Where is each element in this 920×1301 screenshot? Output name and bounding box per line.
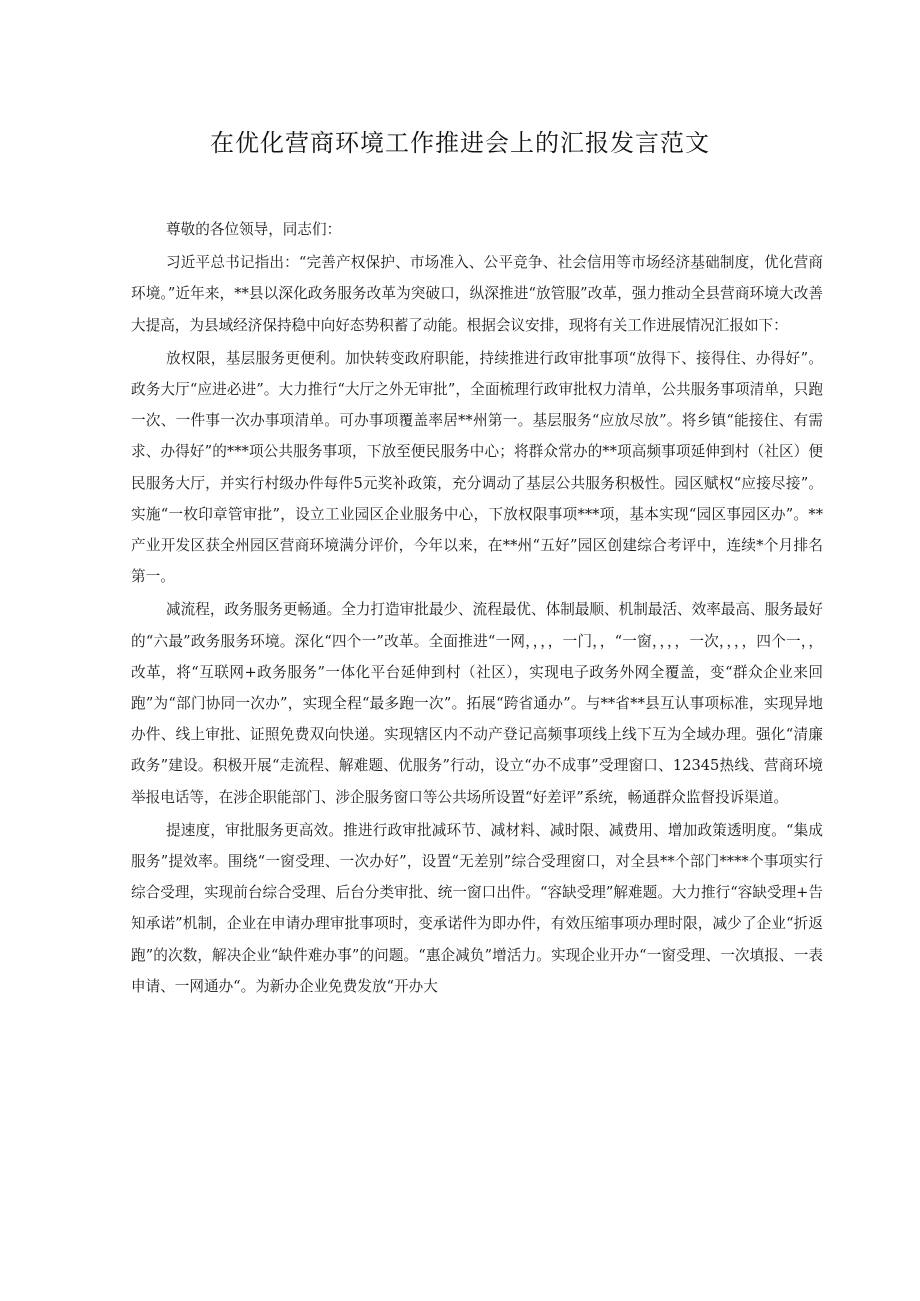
body-paragraph: 放权限，基层服务更便利。加快转变政府职能，持续推进行政审批事项“放得下、接得住、办得好”。政务大厅“应进必进”。大力推行“大厅之外无审批”，全面梳理行政审批权力清单，公共服务事项清单，只跑一次、一件事一次办事项清单。可办事项覆盖率居**州第一。基层服务“应放尽放”。将乡镇“能接住、有需求、办得好”的***项公共服务事项，下放至便民服务中心；将群众常办的**项高频事项延伸到村（社区）便民服务大厅，并实行村级办件每件5元奖补政策，充分调动了基层公共服务积极性。园区赋权“应接尽接”。实施“一枚印章管审批”，设立工业园区企业服务中心，下放权限事项***项，基本实现“园区事园区办”。**产业开发区获全州园区营商环境满分评价，今年以来，在**州“五好”园区创建综合考评中，连续*个月排名第一。: [131, 349, 823, 586]
salutation-paragraph: 尊敬的各位领导，同志们：: [166, 221, 342, 238]
body-paragraph: 习近平总书记指出：“完善产权保护、市场准入、公平竞争、社会信用等市场经济基础制度，优化营商环境。”近年来，**县以深化政务服务改革为突破口，纵深推进“放管服”改革，强力推动全县营商环境大改善大提高，为县域经济保持稳中向好态势积蓄了动能。根据会议安排，现将有关工作进展情况汇报如下：: [131, 254, 823, 334]
document-body: [131, 214, 823, 1002]
document-title: 在优化营商环境工作推进会上的汇报发言范文: [210, 129, 710, 157]
body-paragraph: 提速度，审批服务更高效。推进行政审批减环节、减材料、减时限、减费用、增加政策透明度。“集成服务”提效率。围绕“一窗受理、一次办好”，设置“无差别”综合受理窗口，对全县**个部门****个事项实行综合受理，实现前台综合受理、后台分类审批、统一窗口出件。“容缺受理”解难题。大力推行“容缺受理+告知承诺”机制，企业在申请办理审批事项时，变承诺件为即办件，有效压缩事项办理时限，减少了企业“折返跑”的次数，解决企业“缺件难办事”的问题。“惠企减负”增活力。实现企业开办“一窗受理、一次填报、一表申请、一网通办“。为新办企业免费发放“开办大: [131, 821, 823, 995]
body-paragraph: 减流程，政务服务更畅通。全力打造审批最少、流程最优、体制最顺、机制最活、效率最高、服务最好的“六最”政务服务环境。深化“四个一”改革。全面推进“一网，，，，一门，，“一窗，，，，一次，，，，四个一，，改革，将“互联网+政务服务”一体化平台延伸到村（社区），实现电子政务外网全覆盖，变“群众企业来回跑”为“部门协同一次办”，实现全程“最多跑一次”。拓展“跨省通办”。与**省**县互认事项标准，实现异地办件、线上审批、证照免费双向快递。实现辖区内不动产登记高频事项线上线下互为全域办理。强化“清廉政务”建设。积极开展“走流程、解难题、优服务”行动，设立“办不成事”受理窗口、12345热线、营商环境举报电话等，在涉企职能部门、涉企服务窗口等公共场所设置“好差评”系统，畅通群众监督投诉渠道。: [131, 601, 823, 806]
